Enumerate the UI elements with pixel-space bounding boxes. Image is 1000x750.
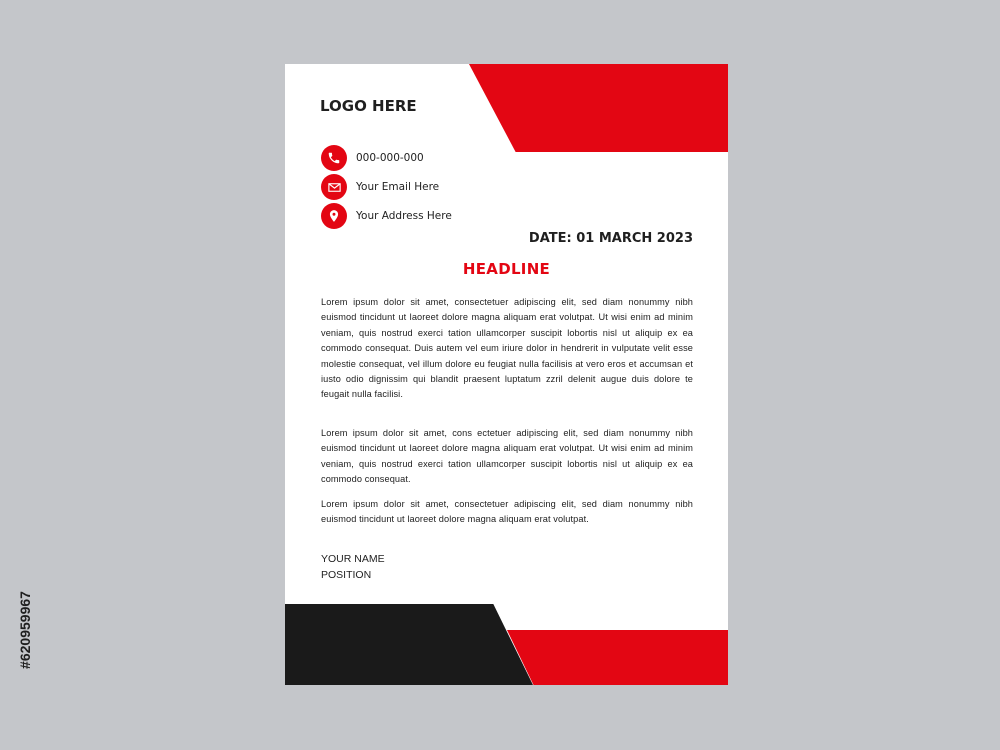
body-paragraph: Lorem ipsum dolor sit amet, consectetuer adipiscing elit, sed diam nonummy nibh euismod tincidunt ut laoreet dolore magna aliquam erat volutpat. Ut wisi enim ad minim veniam, quis nostrud exerci tation ullamcorper suscipit lobortis nisl ut aliquip ex ea commodo consequat. Duis autem vel eum iriure dolor in hendrerit in vulputate velit esse molestie consequat, vel illum dolore eu feugiat nulla facilisis at vero eros et accumsan et iusto odio dignissim qui blandit praesent luptatum zzril delenit augue duis dolore te feugait nulla facilisi. <box>321 297 693 400</box>
body-paragraph: Lorem ipsum dolor sit amet, cons ectetuer adipiscing elit, sed diam nonummy nibh euismod tincidunt ut laoreet dolore magna aliquam erat volutpat. Ut wisi enim ad minim veniam, quis nostrud exerci tation ullamcorper suscipit lobortis nisl ut aliquip ex ea commodo consequat. <box>321 428 693 485</box>
headline: HEADLINE <box>462 260 551 278</box>
phone-text: 000-000-000 <box>356 152 424 164</box>
contact-address <box>321 203 452 229</box>
bottom-red-banner <box>507 630 728 685</box>
bottom-black-banner <box>285 604 533 685</box>
top-red-banner <box>469 64 728 152</box>
stock-id-text: #620959967 <box>17 591 33 669</box>
phone-icon <box>321 145 347 171</box>
mail-icon <box>321 174 347 200</box>
body-paragraph: Lorem ipsum dolor sit amet, consectetuer adipiscing elit, sed diam nonummy nibh euismod tincidunt ut laoreet dolore magna aliquam erat volutpat. <box>321 499 693 525</box>
location-pin-icon <box>321 203 347 229</box>
date-line: DATE: 01 MARCH 2023 <box>528 231 693 246</box>
email-text: Your Email Here <box>356 181 440 193</box>
stock-id-label <box>5 510 45 750</box>
logo-placeholder: LOGO HERE <box>320 97 417 115</box>
signature-position: POSITION <box>321 569 372 581</box>
contact-phone <box>321 145 424 171</box>
contact-email <box>321 174 439 200</box>
address-text: Your Address Here <box>356 210 452 222</box>
signature-name: YOUR NAME <box>321 553 385 565</box>
letterhead-page <box>285 64 728 685</box>
